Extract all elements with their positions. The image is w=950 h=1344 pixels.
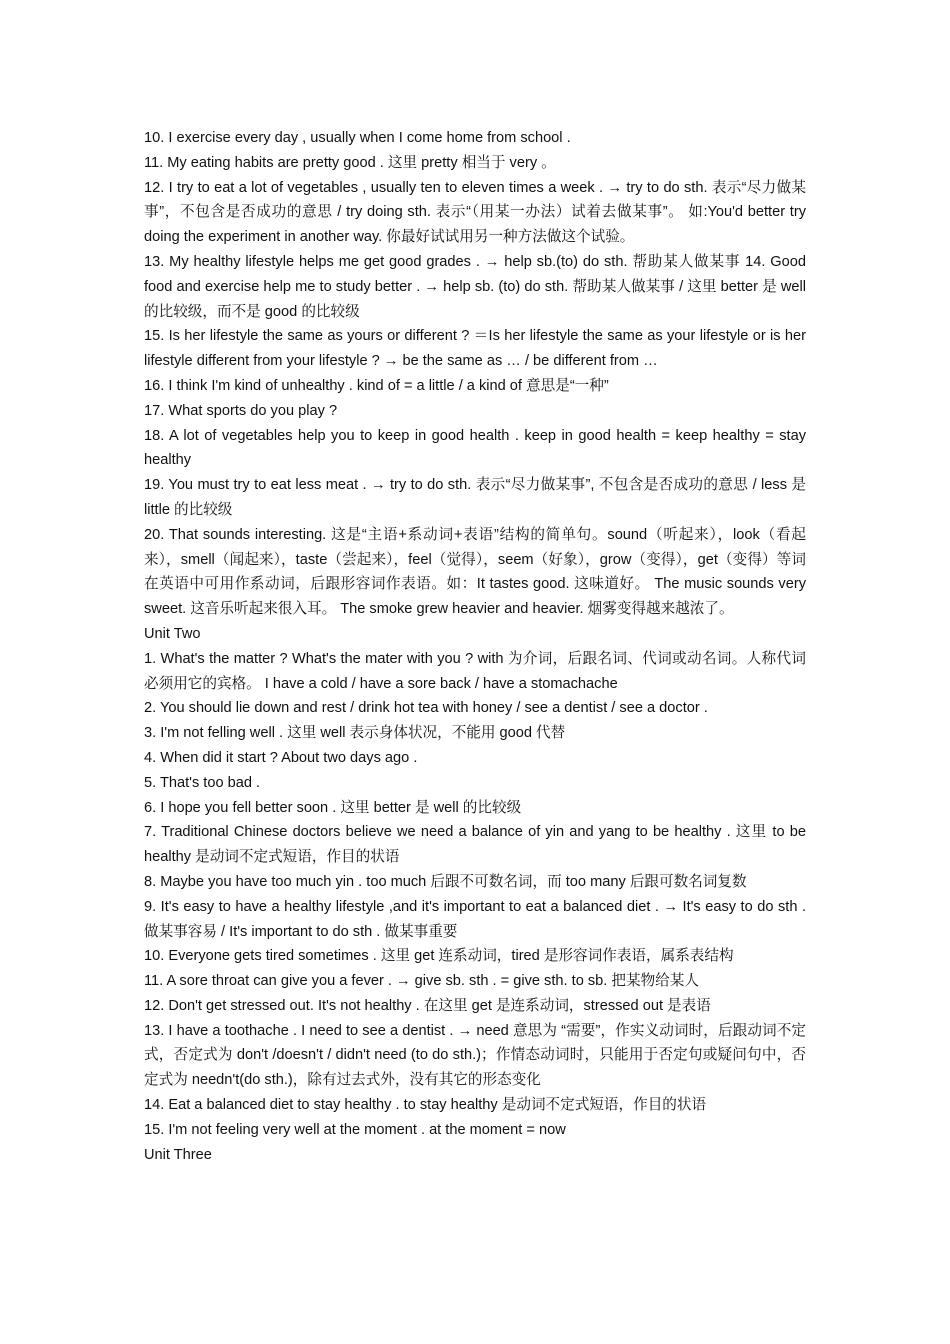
unit-two-paragraph-13: 13. I have a toothache . I need to see a dentist . → need 意思为 “需要”，作实义动词时，后跟动词不定式，否定式为 don't /doesn't / didn't need (to do sth.)；作情态动词时，只能用于否定句或疑问句中，否定式为 needn't(do sth.)，除有过去式外，没有其它的形态变化	[144, 1022, 806, 1089]
paragraph-10: 10. I exercise every day , usually when I come home from school .	[144, 130, 571, 146]
unit-two-paragraph-4: 4. When did it start ? About two days ago .	[144, 749, 418, 766]
paragraph-11: 11. My eating habits are pretty good . 这里 pretty 相当于 very 。	[144, 154, 556, 171]
unit-two-paragraph-12: 12. Don't get stressed out. It's not healthy . 在这里 get 是连系动词，stressed out 是表语	[144, 997, 711, 1014]
paragraph-17: 17. What sports do you play ?	[144, 402, 338, 419]
unit-two-paragraph-7: 7. Traditional Chinese doctors believe we need a balance of yin and yang to be healthy . 这里 to be healthy 是动词不定式短语，作目的状语	[144, 824, 806, 866]
document-page	[144, 126, 806, 1167]
paragraph-18: 18. A lot of vegetables help you to keep in good health . keep in good health = keep healthy = stay healthy	[144, 427, 806, 469]
unit-two-paragraph-15: 15. I'm not feeling very well at the moment . at the moment = now	[144, 1121, 566, 1138]
unit-two-paragraph-1: 1. What's the matter ? What's the mater with you ? with 为介词，后跟名词、代词或动名词。人称代词必须用它的宾格。 I have a cold / have a sore back / have a stomachache	[144, 650, 806, 692]
unit-three-heading: Unit Three	[144, 1146, 212, 1163]
unit-two-heading: Unit Two	[144, 625, 201, 642]
unit-two-paragraph-5: 5. That's too bad .	[144, 774, 261, 791]
paragraph-19: 19. You must try to eat less meat . → try to do sth. 表示“尽力做某事”, 不包含是否成功的意思 / less 是 little 的比较级	[144, 477, 806, 518]
unit-two-paragraph-14: 14. Eat a balanced diet to stay healthy . to stay healthy 是动词不定式短语，作目的状语	[144, 1097, 707, 1114]
unit-two-paragraph-11: 11. A sore throat can give you a fever . → give sb. sth . = give sth. to sb. 把某物给某人	[144, 973, 699, 990]
unit-two-paragraph-3: 3. I'm not felling well . 这里 well 表示身体状况，不能用 good 代替	[144, 725, 566, 742]
paragraph-15: 15. Is her lifestyle the same as yours or different ? ＝Is her lifestyle the same as your lifestyle or is her lifestyle different from your lifestyle ? → be the same as … / be different from …	[144, 328, 806, 370]
paragraph-16: 16. I think I'm kind of unhealthy . kind of = a little / a kind of 意思是“一种”	[144, 377, 609, 394]
unit-two-paragraph-2: 2. You should lie down and rest / drink hot tea with honey / see a dentist / see a doctor .	[144, 700, 708, 717]
paragraph-20: 20. That sounds interesting. 这是“主语+系动词+表语”结构的简单句。sound（听起来），look（看起来），smell（闻起来），taste（尝起来），feel（觉得），seem（好象），grow（变得），get（变得）等词在英语中可用作系动词，后跟形容词作表语。如：It tastes good. 这味道好。 The music sounds very sweet. 这音乐听起来很入耳。 The smoke grew heavier and heavier. 烟雾变得越来越浓了。	[144, 526, 806, 618]
paragraph-12: 12. I try to eat a lot of vegetables , usually ten to eleven times a week . → try to do sth. 表示“尽力做某事”，不包含是否成功的意思 / try doing sth. 表示“（用某一办法）试着去做某事”。 如:You'd better try doing the experiment in another way. 你最好试试用另一种方法做这个试验。	[144, 179, 806, 246]
unit-two-paragraph-6: 6. I hope you fell better soon . 这里 better 是 well 的比较级	[144, 799, 522, 816]
unit-two-paragraph-9: 9. It's easy to have a healthy lifestyle ,and it's important to eat a balanced diet . → It's easy to do sth . 做某事容易 / It's important to do sth . 做某事重要	[144, 898, 806, 940]
unit-two-paragraph-10: 10. Everyone gets tired sometimes . 这里 get 连系动词，tired 是形容词作表语，属系表结构	[144, 948, 734, 965]
paragraph-13-14: 13. My healthy lifestyle helps me get good grades . → help sb.(to) do sth. 帮助某人做某事 14. Good food and exercise help me to study better . → help sb. (to) do sth. 帮助某人做某事 / 这里 better 是 well 的比较级，而不是 good 的比较级	[144, 253, 806, 320]
unit-two-paragraph-8: 8. Maybe you have too much yin . too much 后跟不可数名词，而 too many 后跟可数名词复数	[144, 873, 747, 890]
